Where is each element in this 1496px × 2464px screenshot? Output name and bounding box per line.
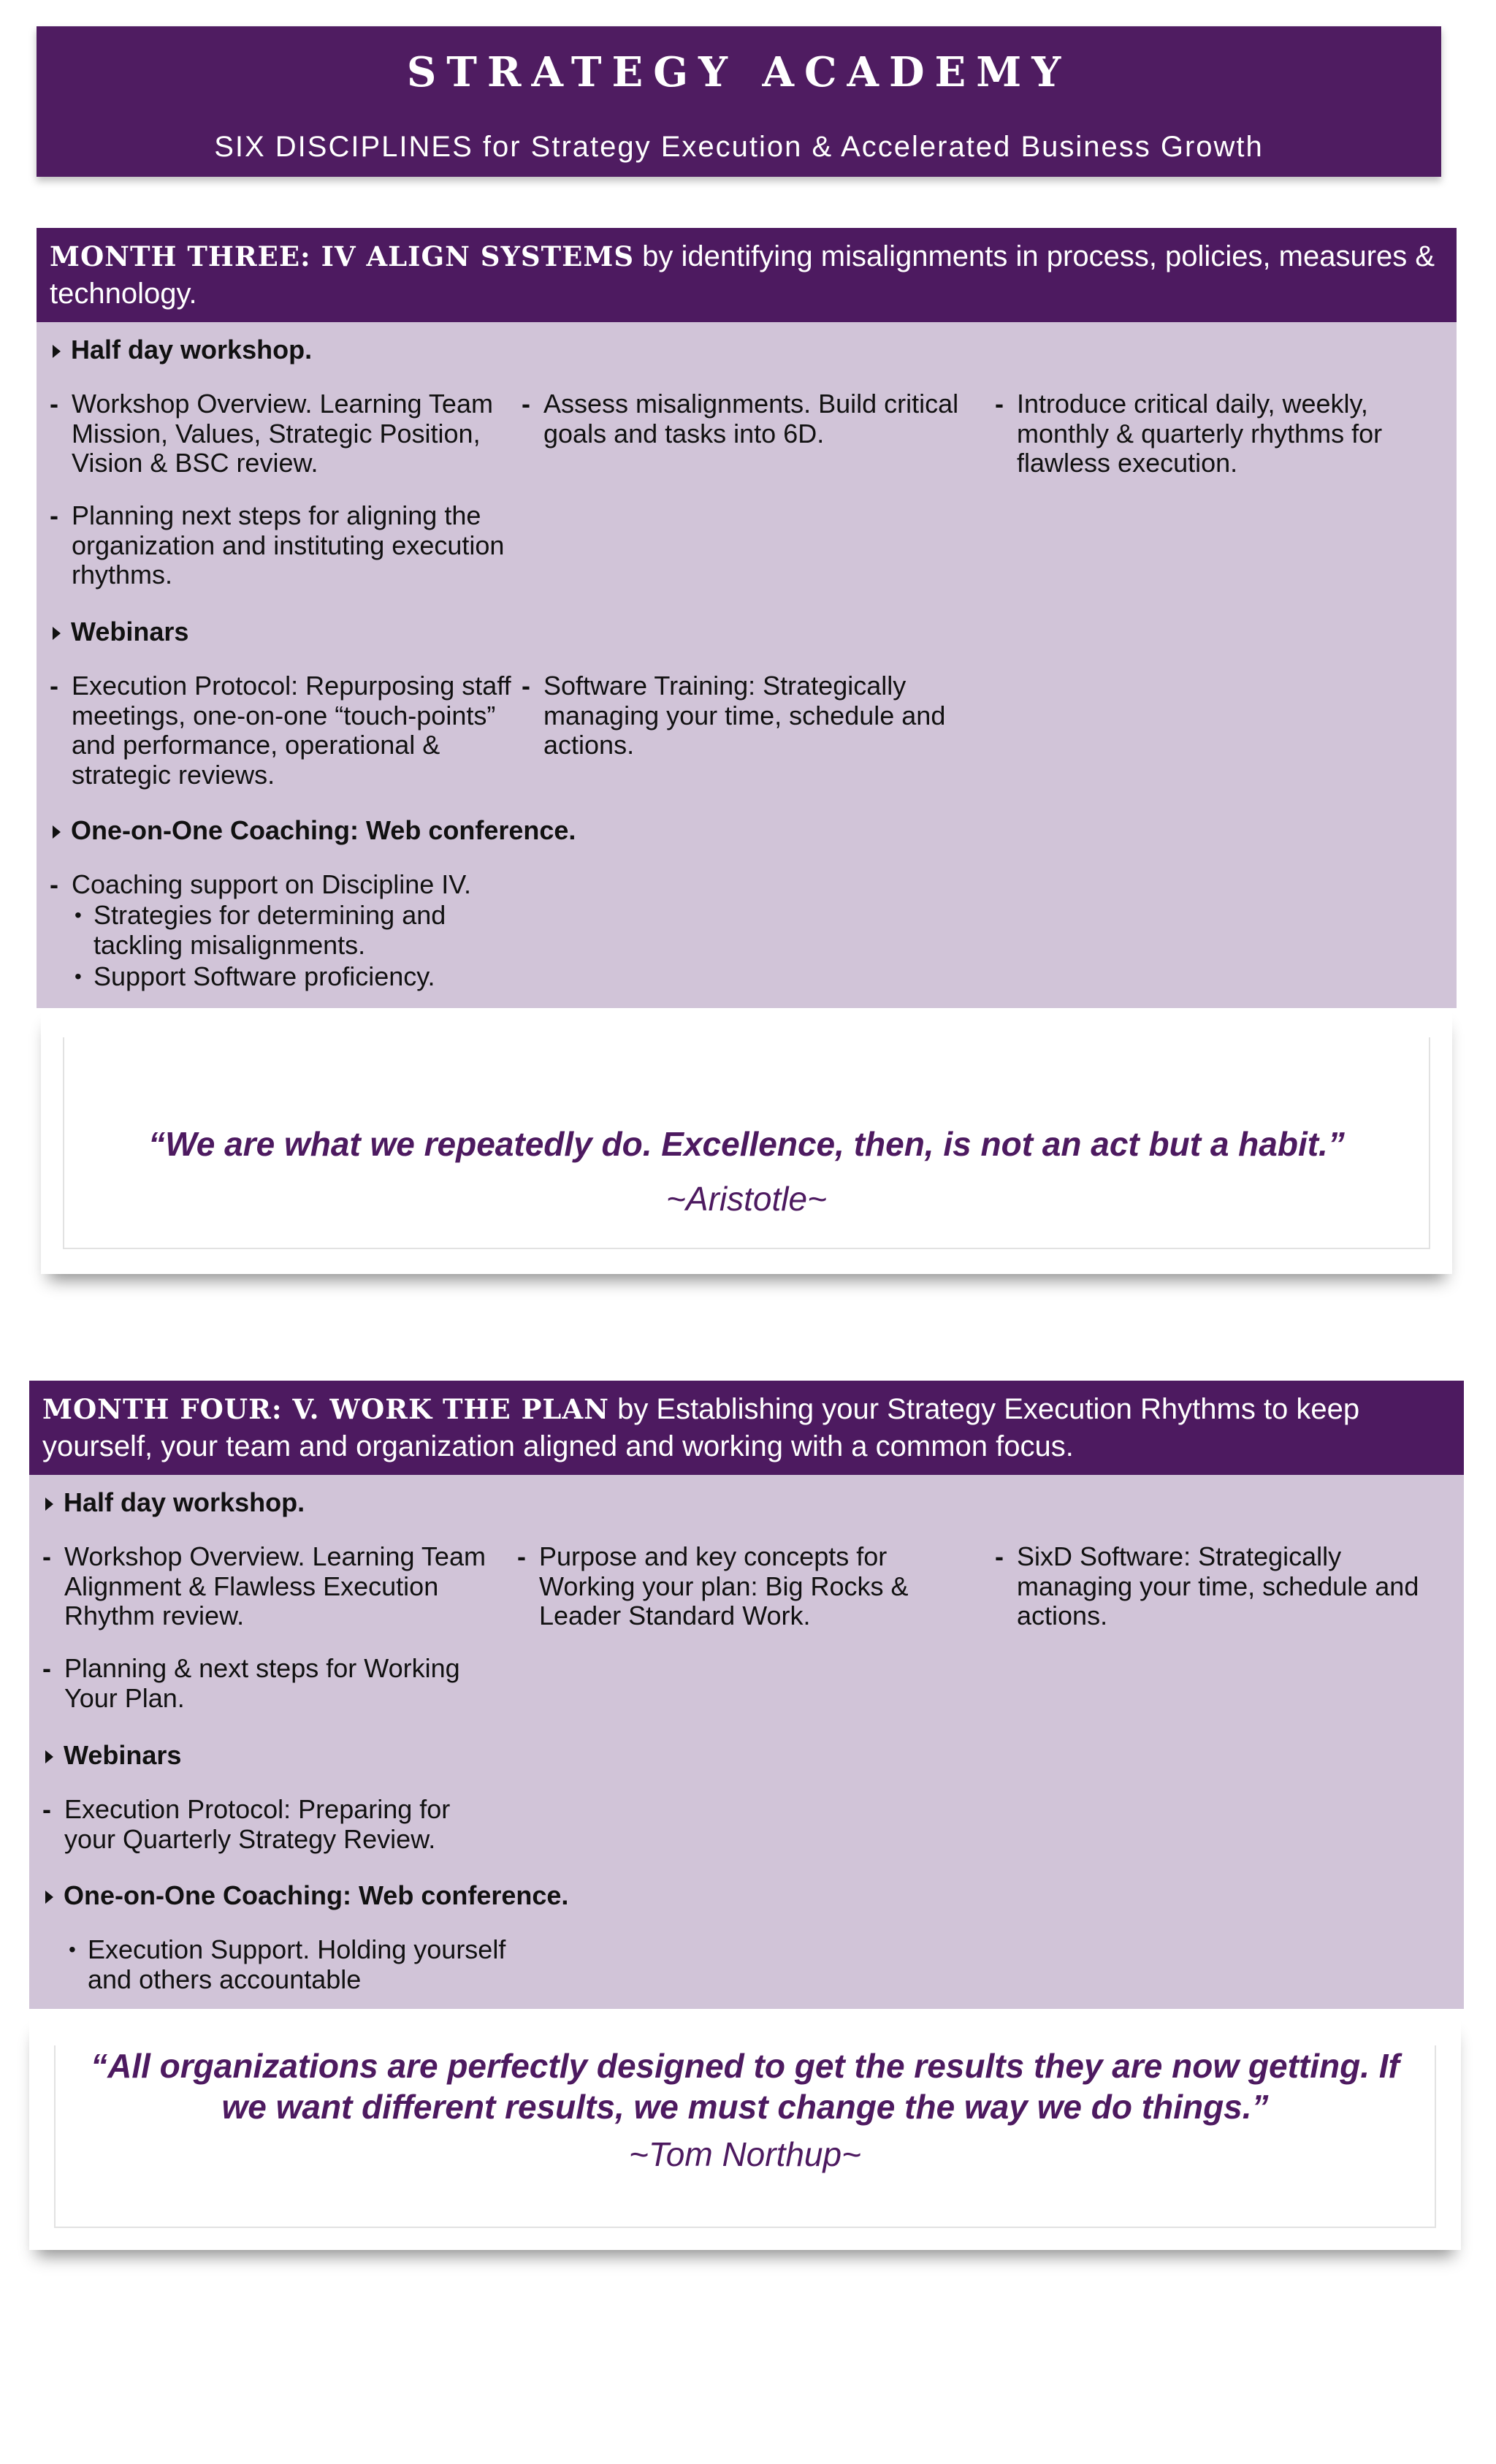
quote-text: “We are what we repeatedly do. Excellence, then, is not an act but a habit.” (148, 1125, 1345, 1163)
month-four-coaching-bullet: • Execution Support. Holding yourself and others accountable (69, 1934, 506, 1994)
quote-author: ~Aristotle~ (666, 1180, 827, 1218)
dash-icon: - (42, 1541, 51, 1571)
triangle-right-icon (53, 627, 61, 640)
month-three-section (37, 228, 1457, 1008)
dash-icon: - (42, 1794, 51, 1824)
month-three-workshop-item: - Workshop Overview. Learning Team Mission, Values, Strategic Position, Vision & BSC review. (50, 389, 493, 478)
month-four-workshop-item: - Purpose and key concepts for Working your plan: Big Rocks & Leader Standard Work. (517, 1541, 909, 1630)
month-three-webinar-item: - Execution Protocol: Repurposing staff meetings, one-on-one “touch-points” and performance, operational & strategic reviews. (50, 671, 511, 790)
dash-icon: - (517, 1541, 526, 1571)
month-four-workshop-label: Half day workshop. (64, 1487, 305, 1517)
month-three-workshop-item: - Assess misalignments. Build critical goals and tasks into 6D. (522, 389, 959, 449)
month-four-webinar-item: - Execution Protocol: Preparing for your Quarterly Strategy Review. (42, 1794, 451, 1854)
month-four-heading-title: MONTH FOUR: V. WORK THE PLAN (42, 1393, 609, 1425)
month-four-workshop-item: - Workshop Overview. Learning Team Alignment & Flawless Execution Rhythm review. (42, 1541, 486, 1630)
month-four-workshop-heading (45, 1488, 305, 1517)
triangle-right-icon (45, 1750, 53, 1763)
dash-icon: - (50, 671, 58, 701)
month-three-coaching-bullet: • Support Software proficiency. (75, 961, 435, 991)
month-four-heading-text: by Establishing your Strategy Execution Rhythms to keep yourself, your team and organization aligned and working with a common focus. (42, 1393, 1360, 1462)
dash-icon: - (50, 389, 58, 419)
month-three-workshop-heading (53, 335, 312, 365)
month-three-coaching-bullet: • Strategies for determining and tackling misalignments. (75, 900, 446, 960)
dash-icon: - (522, 671, 530, 701)
month-four-coaching-heading (45, 1881, 568, 1910)
dash-icon: - (995, 1541, 1004, 1571)
triangle-right-icon (53, 345, 61, 358)
quote-card-aristotle (41, 1008, 1452, 1274)
dash-icon: - (42, 1653, 51, 1683)
header-banner (37, 26, 1441, 177)
bullet-icon: • (75, 904, 82, 926)
month-three-workshop-label: Half day workshop. (71, 335, 313, 365)
month-three-workshop-item: - Planning next steps for aligning the organization and instituting execution rhythms. (50, 500, 505, 590)
month-four-heading (29, 1381, 1464, 1475)
quote-frame (63, 1037, 1430, 1249)
month-four-workshop-item: - SixD Software: Strategically managing your time, schedule and actions. (995, 1541, 1419, 1630)
month-three-heading-title: MONTH THREE: IV ALIGN SYSTEMS (50, 240, 635, 272)
page-title: STRATEGY ACADEMY (406, 48, 1072, 96)
quote-card-tom-northup (29, 2016, 1461, 2250)
month-four-webinars-heading (45, 1741, 181, 1770)
dash-icon: - (995, 389, 1004, 419)
month-three-heading-text: by identifying misalignments in process, policies, measures & technology. (50, 240, 1435, 310)
dash-icon: - (50, 500, 58, 530)
month-four-webinars-label: Webinars (64, 1740, 182, 1770)
bullet-icon: • (69, 1938, 76, 1961)
month-three-coaching-label: One-on-One Coaching: Web conference. (71, 815, 576, 845)
month-three-workshop-item: - Introduce critical daily, weekly, monthly & quarterly rhythms for flawless execution. (995, 389, 1383, 478)
quote-frame (54, 2045, 1436, 2228)
quote-author: ~Tom Northup~ (629, 2135, 861, 2173)
dash-icon: - (522, 389, 530, 419)
month-four-coaching-label: One-on-One Coaching: Web conference. (64, 1880, 569, 1910)
month-three-webinars-label: Webinars (71, 617, 189, 646)
dash-icon: - (50, 869, 58, 899)
month-three-coaching-item: - Coaching support on Discipline IV. (50, 869, 471, 899)
month-four-workshop-item: - Planning & next steps for Working Your Plan. (42, 1653, 460, 1713)
month-three-heading (37, 228, 1457, 322)
triangle-right-icon (53, 825, 61, 839)
triangle-right-icon (45, 1891, 53, 1904)
bullet-icon: • (75, 965, 82, 988)
triangle-right-icon (45, 1498, 53, 1511)
page-subtitle: SIX DISCIPLINES for Strategy Execution & Accelerated Business Growth (214, 131, 1264, 163)
quote-text: “All organizations are perfectly designed to get the results they are now getting. If we want different results, we must change the way we do things.” (91, 2047, 1400, 2126)
month-three-webinar-item: - Software Training: Strategically managing your time, schedule and actions. (522, 671, 946, 760)
month-three-webinars-heading (53, 617, 188, 646)
month-four-section (29, 1381, 1464, 2009)
month-three-coaching-heading (53, 816, 576, 845)
